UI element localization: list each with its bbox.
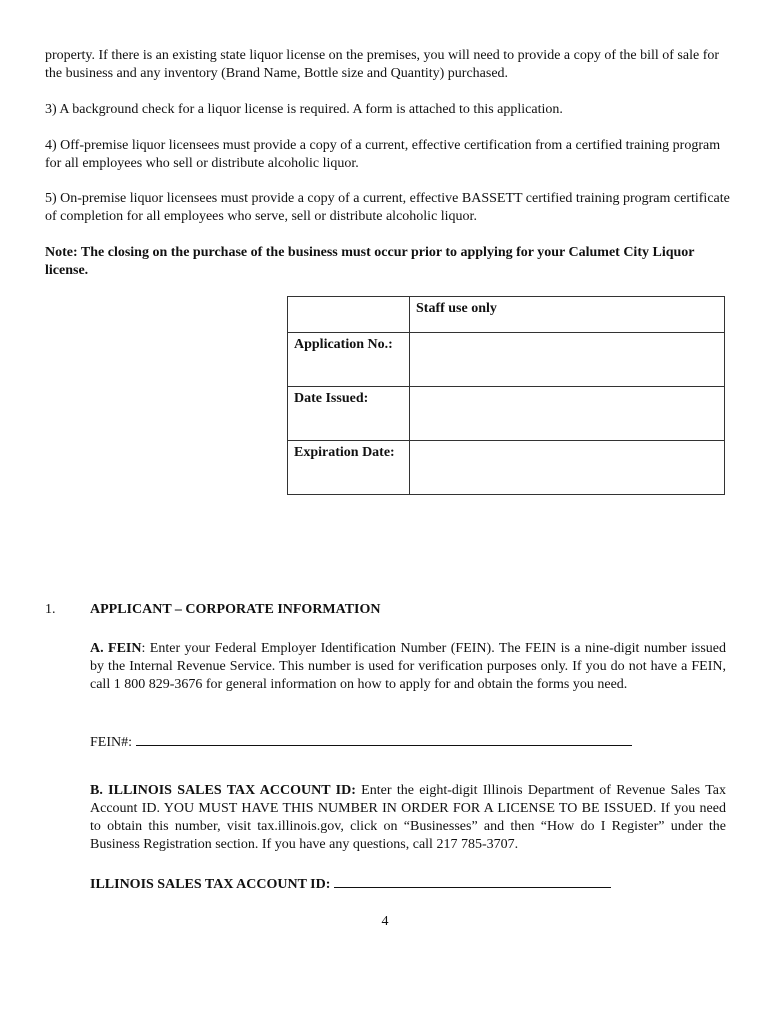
date-issued-label: Date Issued: <box>288 387 410 441</box>
fein-heading: A. FEIN <box>90 641 142 656</box>
expiration-date-label: Expiration Date: <box>288 441 410 495</box>
staff-table-corner-cell <box>288 297 410 333</box>
sales-tax-description: Enter the eight-digit Illinois Department of Revenue Sales Tax Account ID. YOU MUST HAVE THIS NUMBER IN ORDER FOR A LICENSE TO BE ISSUED. If you need to obtain this number, visit tax.illinois.gov, click on “Businesses” and then “How do I Register” under the Business Registration section. If you have any questions, call 217 785-3707. <box>90 783 726 852</box>
intro-paragraph-background-check: 3) A background check for a liquor license is required. A form is attached to this application. <box>45 102 563 117</box>
page-number: 4 <box>381 914 389 929</box>
intro-paragraph-property: property. If there is an existing state liquor license on the premises, you will need to provide a copy of the bill of sale for the business and any inventory (Brand Name, Bottle size and Quantity) purchased. <box>45 48 720 81</box>
sales-tax-field-label: ILLINOIS SALES TAX ACCOUNT ID: <box>90 877 331 892</box>
fein-input-line[interactable] <box>136 731 632 746</box>
date-issued-field[interactable] <box>410 387 725 441</box>
section-title: APPLICANT – CORPORATE INFORMATION <box>90 602 381 617</box>
fein-field-row <box>90 731 726 752</box>
staff-use-table <box>287 296 725 495</box>
fein-field-label: FEIN#: <box>90 735 132 750</box>
intro-paragraph-on-premise: 5) On-premise liquor licensees must provide a copy of a current, effective BASSETT certified training program certificate of completion for all employees who serve, sell or distribute alcoholic liquor. <box>45 191 730 224</box>
sales-tax-instructions <box>90 782 726 854</box>
fein-instructions <box>90 640 726 694</box>
intro-paragraph-off-premise: 4) Off-premise liquor licensees must provide a copy of a current, effective certification from a certified training program for all employees who sell or distribute alcoholic liquor. <box>45 138 721 171</box>
closing-note: Note: The closing on the purchase of the business must occur prior to applying for your Calumet City Liquor license. <box>45 245 695 278</box>
sales-tax-heading: B. ILLINOIS SALES TAX ACCOUNT ID: <box>90 783 356 798</box>
staff-table-header: Staff use only <box>410 297 725 333</box>
application-no-label: Application No.: <box>288 333 410 387</box>
section-number: 1. <box>45 602 56 617</box>
fein-description: : Enter your Federal Employer Identification Number (FEIN). The FEIN is a nine-digit number issued by the Internal Revenue Service. This number is used for verification purposes only. If you do not have a FEIN, call 1 800 829-3676 for general information on how to apply for and obtain the forms you need. <box>90 641 727 692</box>
expiration-date-field[interactable] <box>410 441 725 495</box>
application-no-field[interactable] <box>410 333 725 387</box>
sales-tax-field-row <box>90 873 726 894</box>
sales-tax-input-line[interactable] <box>334 873 611 888</box>
